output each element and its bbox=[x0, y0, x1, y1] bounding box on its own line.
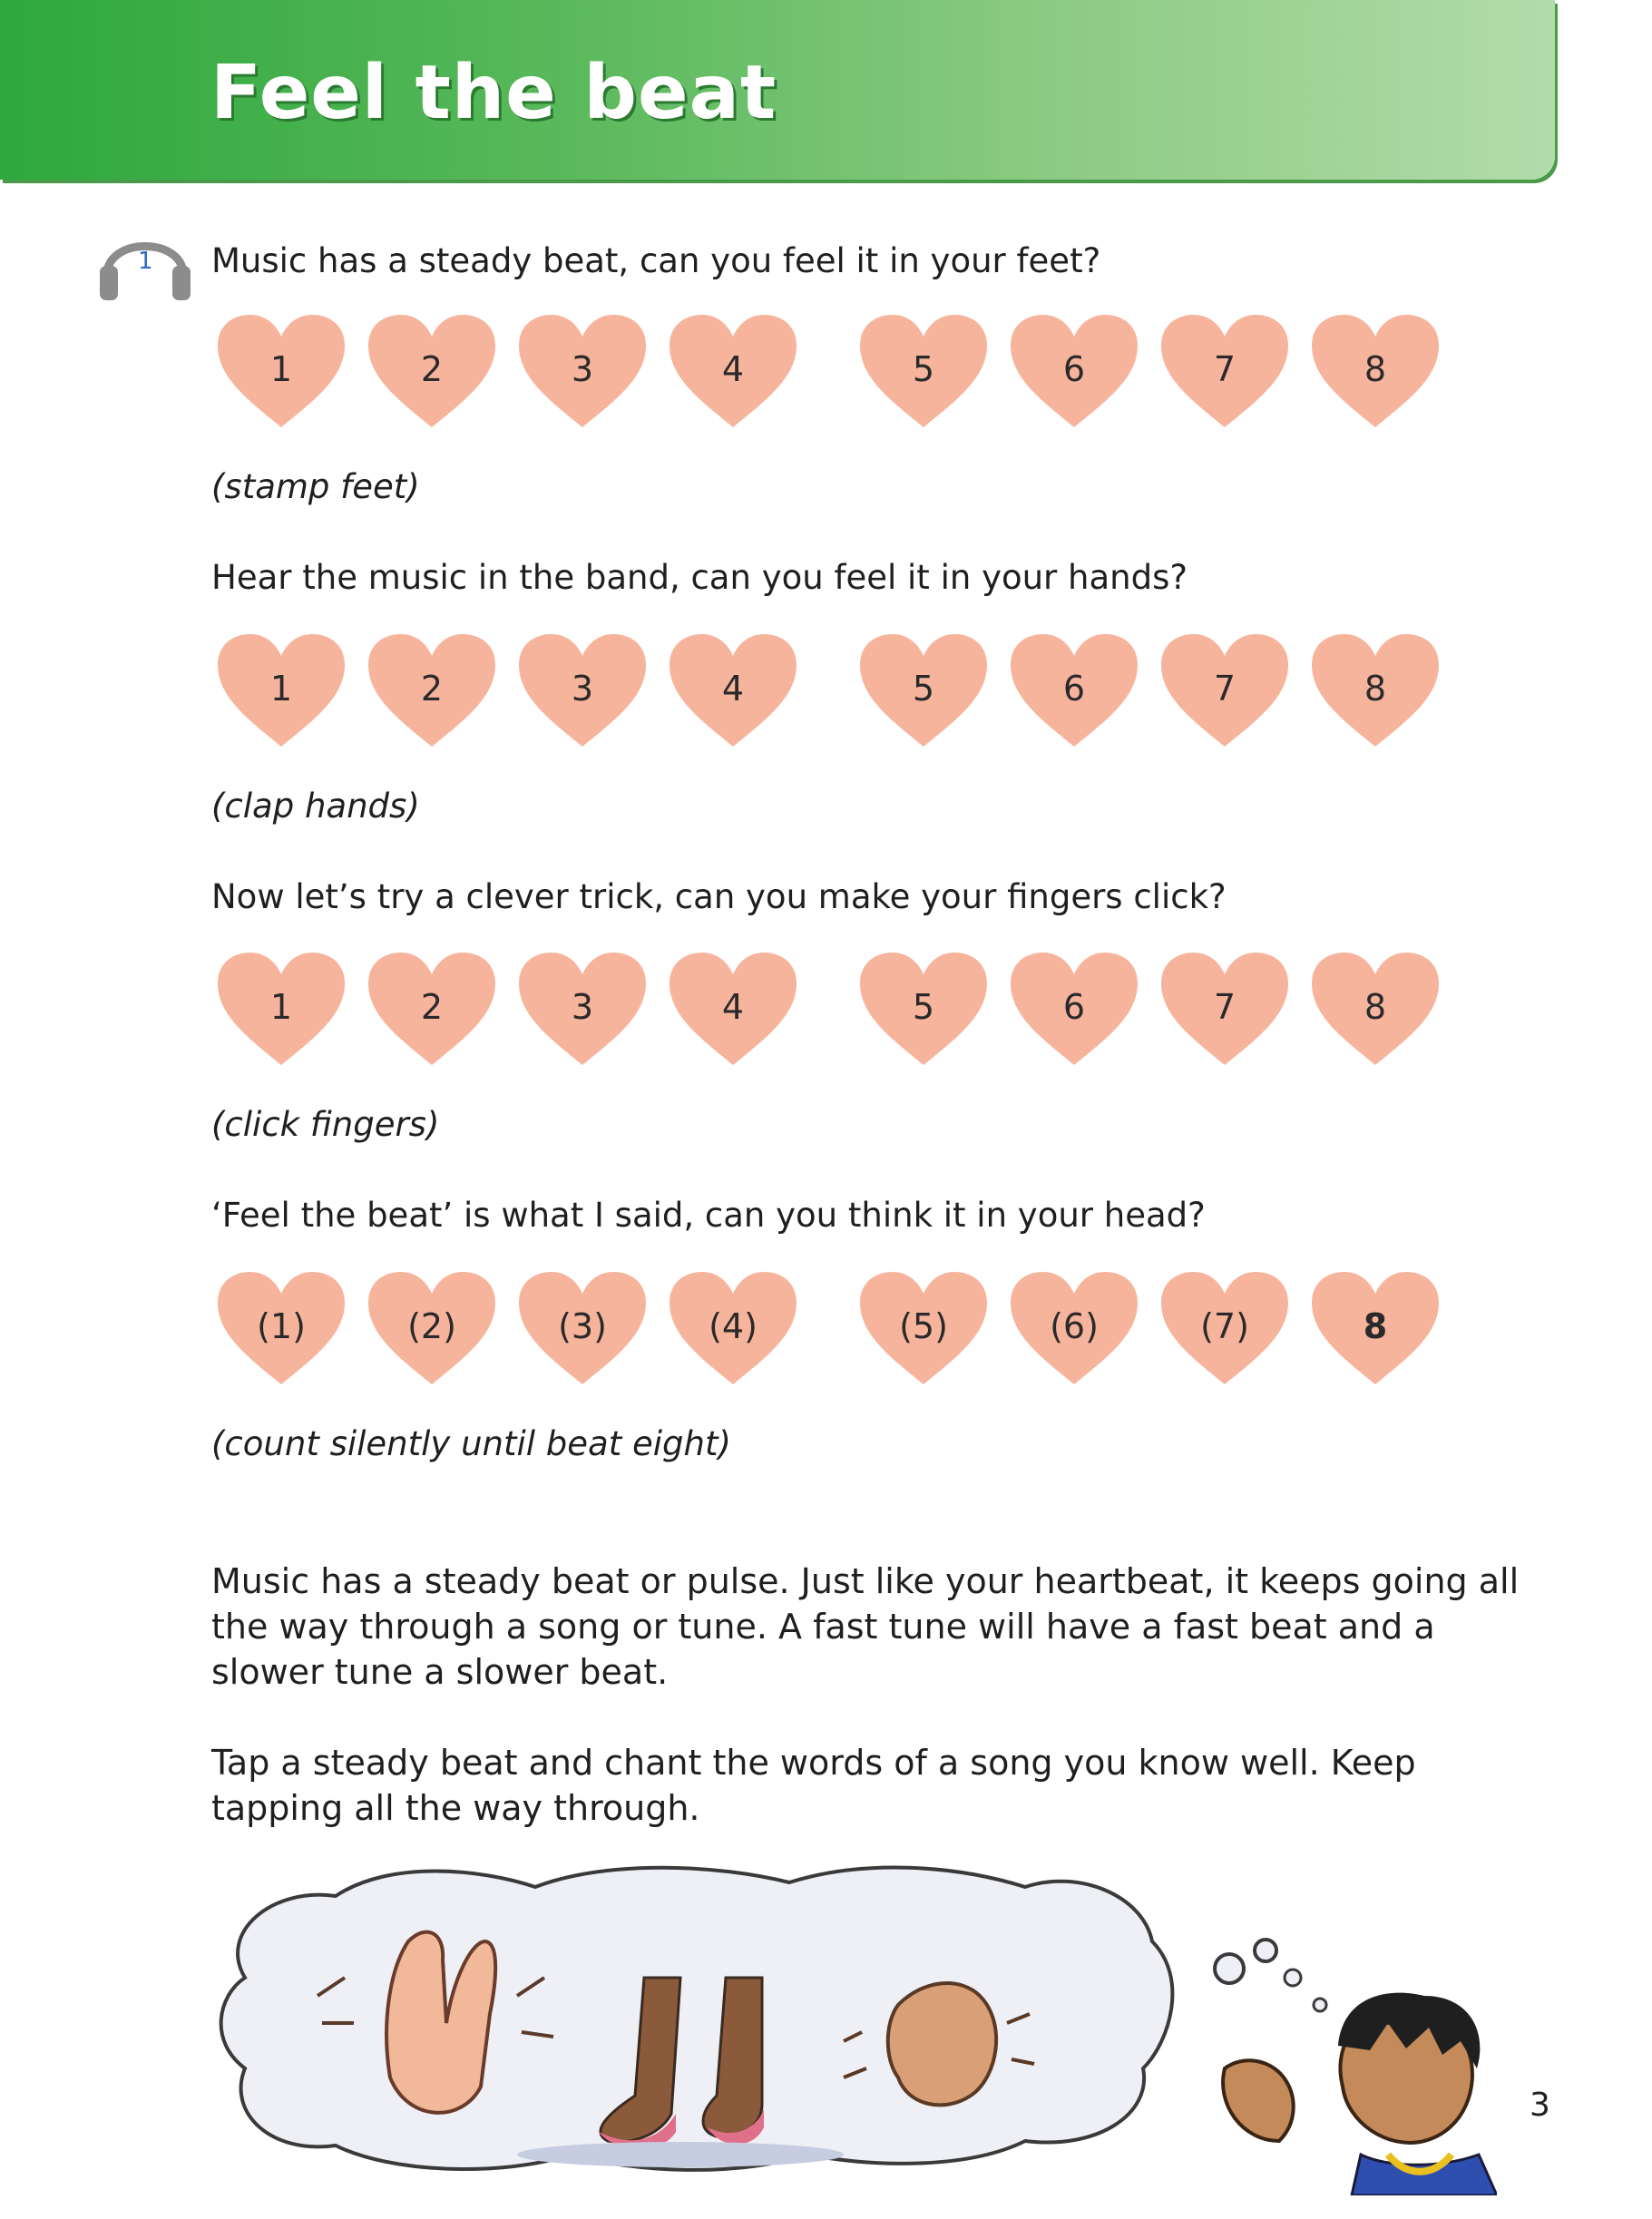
beat-actions-illustration bbox=[209, 1842, 1497, 2195]
beat-number: 2 bbox=[420, 669, 444, 709]
beat-heart bbox=[856, 632, 991, 750]
beat-heart bbox=[1308, 951, 1442, 1069]
beat-heart bbox=[365, 313, 499, 431]
beat-number: (7) bbox=[1200, 1306, 1249, 1346]
beat-number: 8 bbox=[1364, 987, 1387, 1027]
beat-heart bbox=[666, 951, 800, 1069]
beat-number: (2) bbox=[407, 1306, 456, 1346]
verse-instruction: (count silently until beat eight) bbox=[211, 1424, 731, 1463]
verse-line: Now let’s try a clever trick, can you make your fingers click? bbox=[211, 877, 1227, 916]
beat-number: 5 bbox=[912, 669, 935, 709]
beat-heart bbox=[515, 951, 650, 1069]
explanation-paragraph: Music has a steady beat or pulse. Just like your heartbeat, it keeps going all the way through a song or tune. A fast tune will have a fast beat and a slower tune a slower beat. bbox=[211, 1561, 1520, 1692]
instruction-paragraph: Tap a steady beat and chant the words of a song you know well. Keep tapping all the way through. bbox=[211, 1743, 1416, 1828]
beat-number: 3 bbox=[571, 669, 594, 709]
title-banner bbox=[0, 0, 1555, 180]
beat-heart-row bbox=[0, 632, 1652, 750]
beat-number: 7 bbox=[1213, 349, 1237, 389]
audio-track-badge[interactable] bbox=[98, 220, 192, 302]
beat-number: 4 bbox=[721, 349, 745, 389]
beat-number: 5 bbox=[912, 987, 935, 1027]
beat-heart bbox=[1007, 951, 1141, 1069]
beat-heart bbox=[214, 632, 348, 750]
beat-heart bbox=[1158, 951, 1292, 1069]
beat-number: 5 bbox=[912, 349, 935, 389]
verse-instruction: (click fingers) bbox=[211, 1105, 440, 1144]
beat-heart bbox=[365, 1270, 499, 1388]
beat-heart bbox=[214, 313, 348, 431]
verse-line: Music has a steady beat, can you feel it in your feet? bbox=[211, 241, 1101, 280]
beat-number: 6 bbox=[1062, 987, 1086, 1027]
beat-heart bbox=[856, 951, 991, 1069]
beat-number: 7 bbox=[1213, 987, 1237, 1027]
beat-number: 7 bbox=[1213, 669, 1237, 709]
beat-number: 2 bbox=[420, 349, 444, 389]
verse-line: ‘Feel the beat’ is what I said, can you think it in your head? bbox=[211, 1196, 1206, 1235]
beat-number: 1 bbox=[269, 349, 293, 389]
beat-number: 6 bbox=[1062, 669, 1086, 709]
beat-number: 4 bbox=[721, 669, 745, 709]
beat-heart bbox=[856, 313, 991, 431]
beat-number: 6 bbox=[1062, 349, 1086, 389]
beat-number: 3 bbox=[571, 987, 594, 1027]
beat-number: (6) bbox=[1050, 1306, 1099, 1346]
beat-heart bbox=[365, 632, 499, 750]
beat-heart bbox=[666, 313, 800, 431]
beat-heart bbox=[666, 1270, 800, 1388]
beat-number: (3) bbox=[558, 1306, 607, 1346]
verse-line: Hear the music in the band, can you feel it in your hands? bbox=[211, 558, 1188, 597]
beat-heart bbox=[515, 313, 650, 431]
beat-heart-row bbox=[0, 1270, 1652, 1388]
beat-heart bbox=[515, 632, 650, 750]
beat-heart bbox=[1158, 632, 1292, 750]
beat-heart bbox=[214, 1270, 348, 1388]
beat-number: (1) bbox=[257, 1306, 306, 1346]
page-title: Feel the beat bbox=[210, 50, 777, 136]
beat-heart bbox=[1007, 632, 1141, 750]
thought-bubbles bbox=[1215, 1940, 1326, 2011]
beat-number: (4) bbox=[709, 1306, 758, 1346]
beat-number: 8 bbox=[1364, 669, 1387, 709]
thought-cloud bbox=[221, 1868, 1173, 2170]
beat-heart bbox=[214, 951, 348, 1069]
beat-heart bbox=[1007, 1270, 1141, 1388]
beat-heart-row bbox=[0, 951, 1652, 1069]
beat-heart bbox=[1158, 1270, 1292, 1388]
beat-number: 8 bbox=[1363, 1306, 1388, 1346]
page-number: 3 bbox=[1530, 2087, 1550, 2124]
beat-heart bbox=[1308, 1270, 1442, 1388]
beat-number: 1 bbox=[269, 669, 293, 709]
beat-heart bbox=[666, 632, 800, 750]
beat-heart bbox=[1007, 313, 1141, 431]
verse-instruction: (clap hands) bbox=[211, 787, 420, 826]
beat-heart bbox=[1158, 313, 1292, 431]
beat-heart-row bbox=[0, 313, 1652, 431]
beat-number: 2 bbox=[420, 987, 444, 1027]
beat-number: (5) bbox=[899, 1306, 948, 1346]
beat-number: 1 bbox=[269, 987, 293, 1027]
beat-heart bbox=[1308, 313, 1442, 431]
track-number: 1 bbox=[138, 248, 153, 275]
beat-number: 3 bbox=[571, 349, 594, 389]
beat-heart bbox=[515, 1270, 650, 1388]
boy-thinking-icon bbox=[1223, 1993, 1497, 2195]
beat-heart bbox=[365, 951, 499, 1069]
verse-instruction: (stamp feet) bbox=[211, 467, 420, 506]
beat-number: 4 bbox=[721, 987, 745, 1027]
beat-number: 8 bbox=[1364, 349, 1387, 389]
beat-heart bbox=[856, 1270, 991, 1388]
beat-heart bbox=[1308, 632, 1442, 750]
